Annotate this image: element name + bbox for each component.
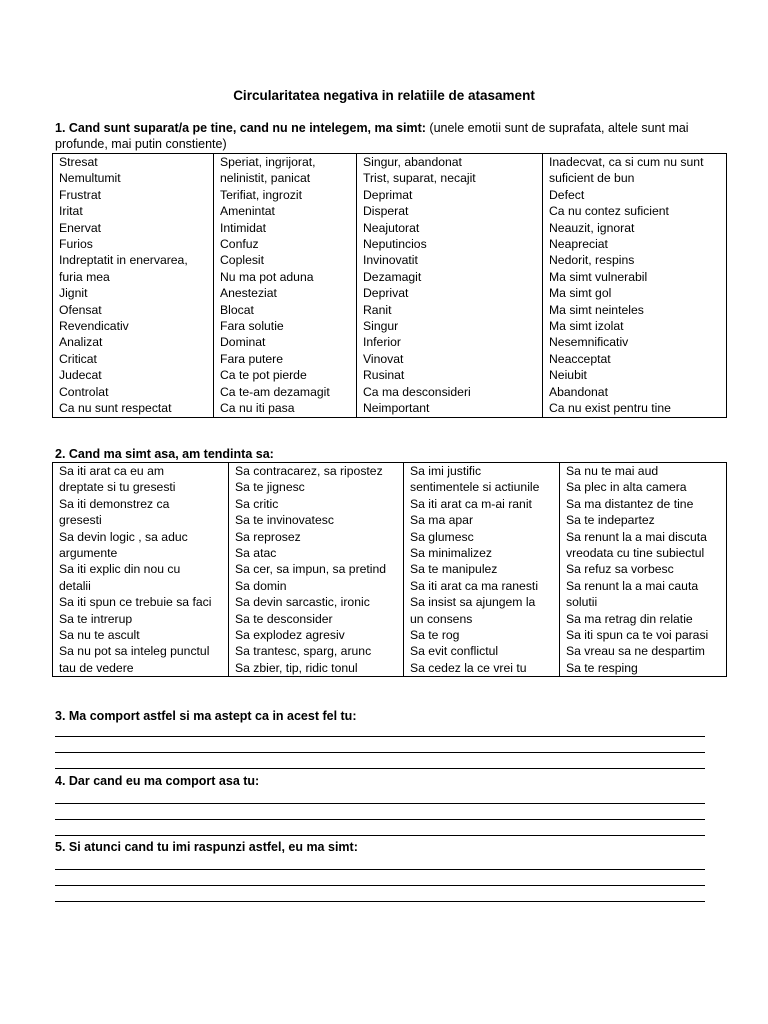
table-cell-line: Sa ma apar xyxy=(410,513,474,528)
table-cell-line: Dezamagit xyxy=(363,269,422,284)
section1-prompt xyxy=(55,120,715,152)
answer-line[interactable] xyxy=(55,803,705,804)
table-cell-line: Nesemnificativ xyxy=(549,335,629,350)
table-cell-line: Fara putere xyxy=(220,351,284,366)
table-cell-line: Sa atac xyxy=(235,546,277,561)
tendencies-column-3 xyxy=(404,463,560,677)
table-cell-line: Inferior xyxy=(363,335,401,350)
table-cell-line: Sa iti spun ce trebuie sa faci xyxy=(59,595,212,610)
table-cell-line: Indreptatit in enervarea, xyxy=(59,253,188,268)
table-cell-line: Sa trantesc, sparg, arunc xyxy=(235,644,372,659)
table-cell-line: nelinistit, panicat xyxy=(220,171,311,186)
table-cell-line: Sa te manipulez xyxy=(410,562,498,577)
table-cell-line: Ca nu contez suficient xyxy=(549,204,669,219)
answer-line[interactable] xyxy=(55,885,705,886)
table-cell-line: Sa te rog xyxy=(410,628,460,643)
section2-prompt: 2. Cand ma simt asa, am tendinta sa: xyxy=(55,447,274,461)
table-cell-line: gresesti xyxy=(59,513,102,528)
table-cell-line: Ca nu iti pasa xyxy=(220,401,295,416)
table-cell-line: Sa iti explic din nou cu xyxy=(59,562,181,577)
table-cell-line: Enervat xyxy=(59,220,102,235)
table-cell-line: Ca te pot pierde xyxy=(220,368,307,383)
answer-line[interactable] xyxy=(55,768,705,769)
table-cell-line: Dominat xyxy=(220,335,266,350)
table-cell-line: Sa contracarez, sa ripostez xyxy=(235,464,383,478)
table-cell-line: Sa iti demonstrez ca xyxy=(59,496,170,511)
table-cell-line: Fara solutie xyxy=(220,319,284,334)
table-cell-line: Anesteziat xyxy=(220,286,277,301)
table-cell-line: Terifiat, ingrozit xyxy=(220,187,302,202)
table-cell-line: Neimportant xyxy=(363,401,430,416)
table-cell-line: Defect xyxy=(549,187,585,202)
table-cell-line: Furios xyxy=(59,237,93,252)
table-cell-line: Sa te jignesc xyxy=(235,480,305,495)
table-cell-line: Sa te desconsider xyxy=(235,611,333,626)
table-cell-line: Sa te invinovatesc xyxy=(235,513,334,528)
table-cell-line: sentimentele si actiunile xyxy=(410,480,540,495)
table-cell-line: Inadecvat, ca si cum nu sunt xyxy=(549,155,704,169)
feelings-column-3 xyxy=(357,154,543,418)
table-cell-line: Abandonat xyxy=(549,384,608,399)
table-cell-line: Singur, abandonat xyxy=(363,155,462,169)
table-cell-line: Sa iti arat ca ma ranesti xyxy=(410,578,539,593)
table-cell-line: Sa te intrerup xyxy=(59,611,133,626)
table-cell-line: Sa ma distantez de tine xyxy=(566,496,694,511)
table-cell-line: solutii xyxy=(566,595,598,610)
table-cell-line: Neacceptat xyxy=(549,351,611,366)
section4-prompt: 4. Dar cand eu ma comport asa tu: xyxy=(55,774,260,788)
table-cell-line: Singur xyxy=(363,319,399,334)
table-cell-line: Sa minimalizez xyxy=(410,546,492,561)
table-cell-line: Analizat xyxy=(59,335,103,350)
table-cell-line: Nemultumit xyxy=(59,171,121,186)
table-cell-line: Sa refuz sa vorbesc xyxy=(566,562,674,577)
table-cell-line: Confuz xyxy=(220,237,259,252)
section1-prompt-bold: 1. Cand sunt suparat/a pe tine, cand nu ne intelegem, ma simt: xyxy=(55,121,426,135)
table-cell-line: Judecat xyxy=(59,368,102,383)
table-cell-line: Ca nu exist pentru tine xyxy=(549,401,671,416)
table-cell-line: vreodata cu tine subiectul xyxy=(566,546,705,561)
table-cell-line: Sa te indepartez xyxy=(566,513,655,528)
table-cell-line: Sa glumesc xyxy=(410,529,474,544)
table-cell-line: Sa reprosez xyxy=(235,529,301,544)
tendencies-table xyxy=(52,462,727,677)
table-cell-line: Sa vreau sa ne despartim xyxy=(566,644,705,659)
table-cell-line: Stresat xyxy=(59,155,98,169)
table-cell-line: dreptate si tu gresesti xyxy=(59,480,176,495)
table-cell-line: Sa evit conflictul xyxy=(410,644,499,659)
feelings-column-1 xyxy=(53,154,214,418)
feelings-column-2 xyxy=(214,154,357,418)
table-cell-line: Ma simt izolat xyxy=(549,319,624,334)
table-cell-line: Invinovatit xyxy=(363,253,418,268)
table-cell-line: furia mea xyxy=(59,269,110,284)
answer-line[interactable] xyxy=(55,736,705,737)
table-cell-line: Sa devin sarcastic, ironic xyxy=(235,595,370,610)
answer-line[interactable] xyxy=(55,752,705,753)
table-cell-line: Sa plec in alta camera xyxy=(566,480,687,495)
tendencies-column-2 xyxy=(229,463,404,677)
table-row xyxy=(53,154,727,418)
table-cell-line: Criticat xyxy=(59,351,97,366)
page-title: Circularitatea negativa in relatiile de atasament xyxy=(233,88,535,103)
table-cell-line: suficient de bun xyxy=(549,171,635,186)
table-cell-line: Ma simt gol xyxy=(549,286,612,301)
table-cell-line: Sa cer, sa impun, sa pretind xyxy=(235,562,387,577)
table-cell-line: Speriat, ingrijorat, xyxy=(220,155,316,169)
table-cell-line: Ca nu sunt respectat xyxy=(59,401,172,416)
table-cell-line: Sa nu te mai aud xyxy=(566,464,659,478)
table-cell-line: Sa devin logic , sa aduc xyxy=(59,529,188,544)
answer-line[interactable] xyxy=(55,835,705,836)
table-cell-line: Neiubit xyxy=(549,368,587,383)
table-cell-line: Sa zbier, tip, ridic tonul xyxy=(235,660,358,675)
table-cell-line: tau de vedere xyxy=(59,660,134,675)
tendencies-column-4 xyxy=(560,463,727,677)
table-cell-line: Ma simt vulnerabil xyxy=(549,269,648,284)
table-cell-line: Coplesit xyxy=(220,253,265,268)
table-cell-line: Sa explodez agresiv xyxy=(235,628,345,643)
tendencies-column-1 xyxy=(53,463,229,677)
table-cell-line: Sa iti arat ca eu am xyxy=(59,464,164,478)
answer-line[interactable] xyxy=(55,869,705,870)
table-cell-line: Jignit xyxy=(59,286,88,301)
table-cell-line: Ofensat xyxy=(59,302,102,317)
section3-prompt: 3. Ma comport astfel si ma astept ca in acest fel tu: xyxy=(55,709,357,723)
table-cell-line: Controlat xyxy=(59,384,109,399)
table-cell-line: Sa imi justific xyxy=(410,464,482,478)
table-cell-line: Iritat xyxy=(59,204,83,219)
table-cell-line: Deprimat xyxy=(363,187,413,202)
table-cell-line: Sa critic xyxy=(235,496,279,511)
table-cell-line: detalii xyxy=(59,578,91,593)
table-cell-line: Blocat xyxy=(220,302,254,317)
table-cell-line: Neauzit, ignorat xyxy=(549,220,635,235)
table-cell-line: Sa cedez la ce vrei tu xyxy=(410,660,527,675)
table-cell-line: Sa te resping xyxy=(566,660,638,675)
table-cell-line: Sa renunt la a mai cauta xyxy=(566,578,699,593)
table-cell-line: Ranit xyxy=(363,302,392,317)
table-cell-line: Revendicativ xyxy=(59,319,129,334)
table-cell-line: Ma simt neinteles xyxy=(549,302,644,317)
table-row xyxy=(53,463,727,677)
table-cell-line: Sa insist sa ajungem la xyxy=(410,595,536,610)
table-cell-line: Sa iti spun ca te voi parasi xyxy=(566,628,709,643)
table-cell-line: Intimidat xyxy=(220,220,267,235)
feelings-column-4 xyxy=(543,154,727,418)
table-cell-line: Trist, suparat, necajit xyxy=(363,171,476,186)
section1-prompt-note: (unele emotii sunt de suprafata, altele sunt mai profunde, mai putin constiente) xyxy=(55,121,689,151)
table-cell-line: Rusinat xyxy=(363,368,405,383)
table-cell-line: Sa nu te ascult xyxy=(59,628,140,643)
table-cell-line: Neapreciat xyxy=(549,237,608,252)
table-cell-line: Nedorit, respins xyxy=(549,253,635,268)
answer-line[interactable] xyxy=(55,901,705,902)
feelings-table xyxy=(52,153,727,418)
table-cell-line: Frustrat xyxy=(59,187,101,202)
table-cell-line: Sa ma retrag din relatie xyxy=(566,611,693,626)
table-cell-line: Disperat xyxy=(363,204,409,219)
section5-prompt: 5. Si atunci cand tu imi raspunzi astfel, eu ma simt: xyxy=(55,840,358,854)
table-cell-line: Sa iti arat ca m-ai ranit xyxy=(410,496,532,511)
table-cell-line: Sa domin xyxy=(235,578,287,593)
table-cell-line: Vinovat xyxy=(363,351,404,366)
table-cell-line: argumente xyxy=(59,546,118,561)
table-cell-line: Neajutorat xyxy=(363,220,420,235)
table-cell-line: Amenintat xyxy=(220,204,275,219)
answer-line[interactable] xyxy=(55,819,705,820)
table-cell-line: Ca te-am dezamagit xyxy=(220,384,330,399)
table-cell-line: Nu ma pot aduna xyxy=(220,269,314,284)
table-cell-line: Deprivat xyxy=(363,286,409,301)
table-cell-line: Neputincios xyxy=(363,237,427,252)
table-cell-line: un consens xyxy=(410,611,473,626)
table-cell-line: Sa renunt la a mai discuta xyxy=(566,529,707,544)
table-cell-line: Sa nu pot sa inteleg punctul xyxy=(59,644,210,659)
table-cell-line: Ca ma desconsideri xyxy=(363,384,471,399)
